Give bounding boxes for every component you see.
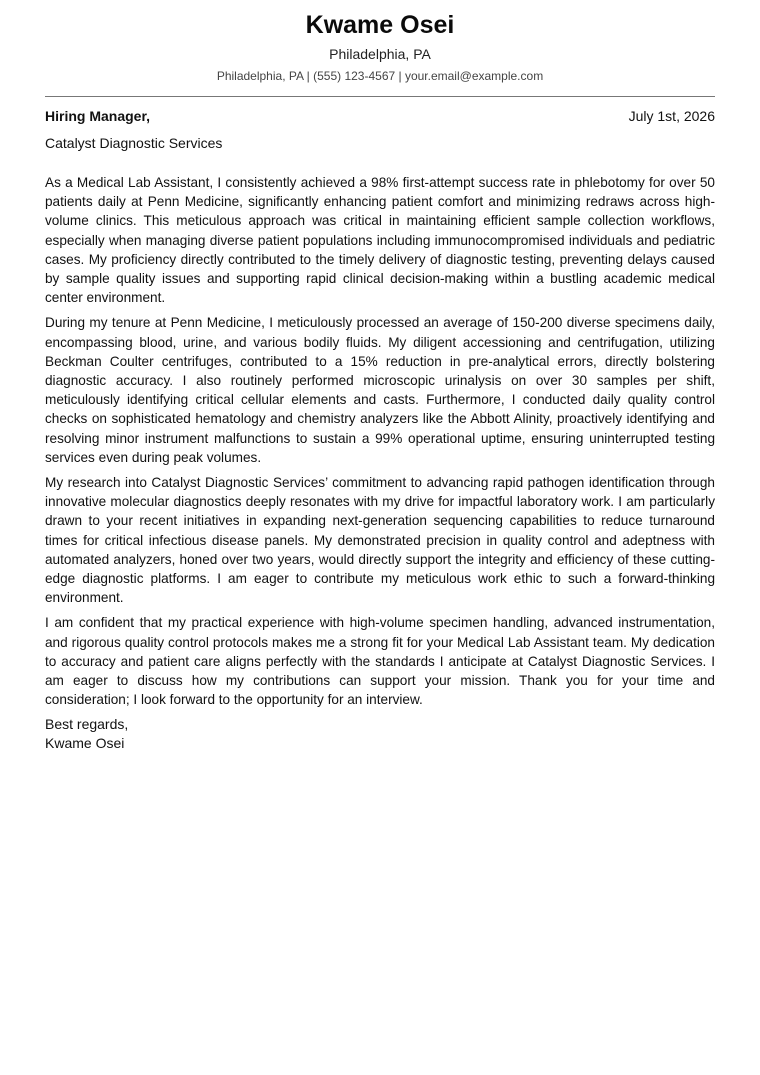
applicant-location: Philadelphia, PA [329, 46, 431, 62]
recipient-company: Catalyst Diagnostic Services [45, 135, 223, 151]
recipient-salutation: Hiring Manager, [45, 108, 151, 124]
closing-signoff: Best regards, [45, 716, 129, 733]
body-paragraph: As a Medical Lab Assistant, I consistently achieved a 98% first-attempt success rate in phlebotomy for over 50 patients daily at Penn Medicine, significantly enhancing patient comfort and minimizing redraws across high-volume clinics. This meticulous approach was critical in maintaining efficient sample collection workflows, especially when managing diverse patient populations including immunocompromised individuals and pediatric cases. My proficiency directly contributed to the timely delivery of diagnostic testing, preventing delays caused by sample quality issues and supporting rapid clinical decision-making within a bustling academic medical center environment. [45, 175, 715, 306]
body-paragraph: I am confident that my practical experience with high-volume specimen handling, advanced instrumentation, and rigorous quality control protocols makes me a strong fit for your Medical Lab Assistant team. My dedication to accuracy and patient care aligns perfectly with the standards I anticipate at Catalyst Diagnostic Services. I am eager to discuss how my contributions can support your mission. Thank you for your time and consideration; I look forward to the opportunity for an interview. [45, 615, 715, 708]
body-paragraph: During my tenure at Penn Medicine, I meticulously processed an average of 150-200 diverse specimens daily, encompassing blood, urine, and various bodily fluids. My diligent accessioning and centrifugation, utilizing Beckman Coulter centrifuges, contributed to a 15% reduction in pre-analytical errors, directly bolstering diagnostic accuracy. I also routinely performed microscopic urinalysis on over 30 samples per shift, meticulously identifying critical cellular elements and casts. Furthermore, I conducted daily quality control checks on sophisticated hematology and chemistry analyzers like the Abbott Alinity, proactively identifying and resolving minor instrument malfunctions to sustain a 99% operational uptime, ensuring uninterrupted testing services even during peak volumes. [45, 315, 715, 465]
letter-closing [45, 715, 715, 753]
applicant-name: Kwame Osei [305, 11, 455, 39]
letter-date: July 1st, 2026 [628, 108, 715, 124]
body-paragraph: My research into Catalyst Diagnostic Services’ commitment to advancing rapid pathogen identification through innovative molecular diagnostics deeply resonates with my drive for impactful laboratory work. I am particularly drawn to your recent initiatives in expanding next-generation sequencing capabilities to reduce turnaround times for critical infectious disease panels. My demonstrated precision in quality control and adeptness with automated analyzers, honed over two years, would directly support the integrity and efficiency of these cutting-edge diagnostic platforms. I am eager to contribute my meticulous work ethic to such a forward-thinking environment. [45, 475, 715, 606]
letter-body [45, 173, 715, 709]
letter-header [45, 10, 715, 84]
closing-signature: Kwame Osei [45, 735, 125, 752]
contact-line: Philadelphia, PA | (555) 123-4567 | your.email@example.com [216, 69, 544, 83]
recipient-row [45, 107, 715, 125]
header-divider [45, 96, 715, 97]
